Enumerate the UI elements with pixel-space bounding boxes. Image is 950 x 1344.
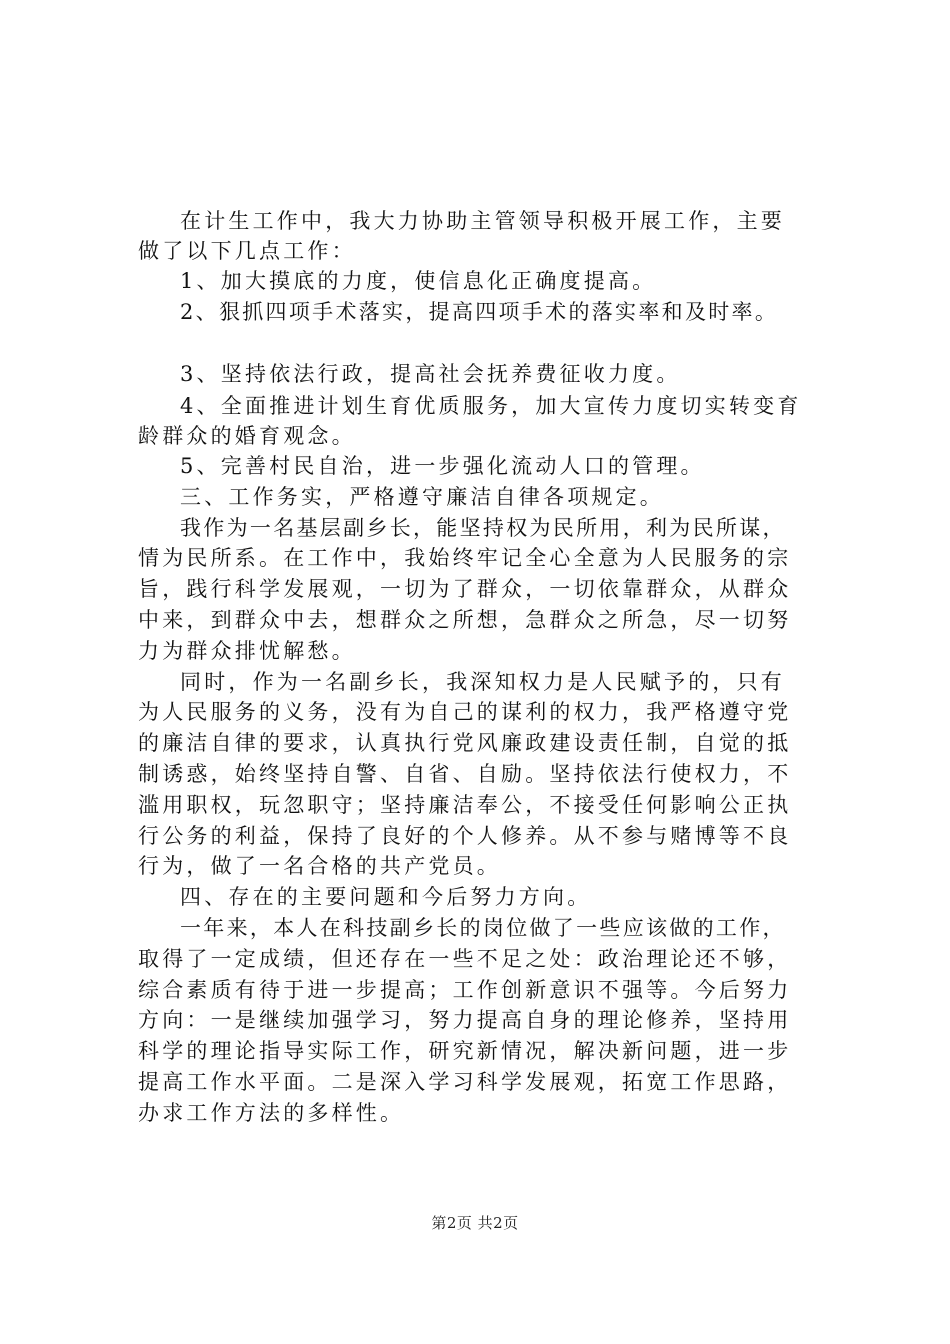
paragraph-line: 的廉洁自律的要求，认真执行党风廉政建设责任制，自觉的抵	[138, 731, 792, 755]
list-item: 5、完善村民自治，进一步强化流动人口的管理。	[180, 454, 705, 478]
paragraph-line: 滥用职权，玩忽职守；坚持廉洁奉公，不接受任何影响公正执	[138, 793, 792, 817]
paragraph-line: 中来，到群众中去，想群众之所想，急群众之所急，尽一切努	[138, 608, 792, 632]
page-footer: 第2页 共2页	[431, 1214, 519, 1232]
paragraph-line: 提高工作水平面。二是深入学习科学发展观，拓宽工作思路，	[138, 1070, 792, 1094]
paragraph-line: 行为，做了一名合格的共产党员。	[138, 854, 501, 878]
section-heading: 三、工作务实，严格遵守廉洁自律各项规定。	[180, 485, 664, 509]
paragraph-line: 科学的理论指导实际工作，研究新情况，解决新问题，进一步	[138, 1039, 792, 1063]
list-item: 3、坚持依法行政，提高社会抚养费征收力度。	[180, 362, 681, 386]
paragraph-line: 在计生工作中，我大力协助主管领导积极开展工作，主要	[180, 209, 785, 233]
list-item: 1、加大摸底的力度，使信息化正确度提高。	[180, 269, 657, 293]
paragraph-line: 同时，作为一名副乡长，我深知权力是人民赋予的，只有	[180, 670, 785, 694]
paragraph-line: 制诱惑，始终坚持自警、自省、自励。坚持依法行使权力，不	[138, 762, 792, 786]
paragraph-line: 我作为一名基层副乡长，能坚持权为民所用，利为民所谋，	[180, 516, 786, 540]
paragraph-line: 力为群众排忧解愁。	[138, 639, 356, 663]
list-item: 2、狠抓四项手术落实，提高四项手术的落实率和及时率。	[180, 300, 779, 324]
paragraph-line: 情为民所系。在工作中，我始终牢记全心全意为人民服务的宗	[138, 546, 792, 570]
paragraph-line: 一年来，本人在科技副乡长的岗位做了一些应该做的工作，	[180, 916, 786, 940]
paragraph-line: 取得了一定成绩，但还存在一些不足之处：政治理论还不够，	[138, 947, 792, 971]
paragraph-line: 办求工作方法的多样性。	[138, 1101, 405, 1125]
paragraph-line: 做了以下几点工作：	[138, 239, 356, 263]
list-item: 4、全面推进计划生育优质服务，加大宣传力度切实转变育	[180, 394, 802, 418]
paragraph-line: 旨，践行科学发展观，一切为了群众，一切依靠群众，从群众	[138, 577, 792, 601]
paragraph-line: 方向：一是继续加强学习，努力提高自身的理论修养，坚持用	[138, 1008, 792, 1032]
section-heading: 四、存在的主要问题和今后努力方向。	[180, 885, 592, 909]
paragraph-line: 综合素质有待于进一步提高；工作创新意识不强等。今后努力	[138, 978, 792, 1002]
paragraph-line: 为人民服务的义务，没有为自己的谋利的权力，我严格遵守党	[138, 700, 792, 724]
paragraph-line: 行公务的利益，保持了良好的个人修养。从不参与赌博等不良	[138, 824, 792, 848]
paragraph-line: 龄群众的婚育观念。	[138, 424, 356, 448]
